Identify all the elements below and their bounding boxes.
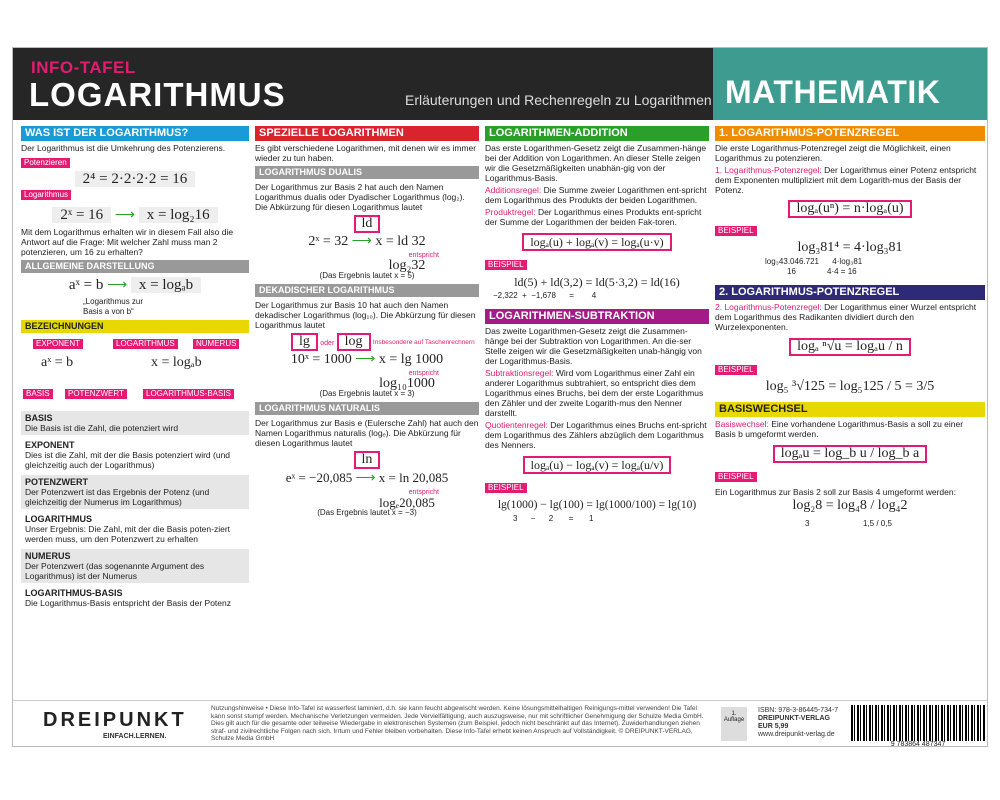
power1-intro: Die erste Logarithmus-Potenzregel zeigt die Möglichkeit, einen Logarithmus zu potenzieren.	[715, 143, 951, 163]
term-block: EXPONENT Dies ist die Zahl, mit der die Basis potenziert wird (und gleichzeitig auch der Logarithmus)	[21, 438, 249, 472]
price: EUR 5,99	[758, 723, 789, 730]
formula-nat-a: eˣ = −20,085	[285, 470, 353, 485]
website: www.dreipunkt-verlag.de	[758, 731, 835, 738]
term-block: LOGARITHMUS Unser Ergebnis: Die Zahl, mit der die Basis poten-ziert werden muss, um den Potenzwert zu erhalten	[21, 512, 249, 546]
basiswechsel-example-text: Ein Logarithmus zur Basis 2 soll zur Basis 4 umgeformt werden:	[715, 487, 956, 497]
formula-power1: logₐ(uⁿ) = n·logₐ(u)	[788, 200, 911, 218]
power1-text: Der Logarithmus einer Potenz entspricht dem Exponenten multipliziert mit dem Logarith-mus der Basis der Potenz.	[715, 165, 977, 195]
add-rule-text: Die Summe zweier Logarithmen ent-spricht dem Logarithmus des Produkts der beiden Logarithmen.	[485, 185, 707, 205]
formula-power: 2⁴ = 2·2·2·2 = 16	[75, 171, 196, 187]
label-prod-rule: Produktregel:	[485, 207, 536, 217]
example-power2: log₅ ³√125 = log₅125 / 5 = 3/5	[765, 379, 935, 394]
formula-log-a: 2ˣ = 16	[52, 207, 111, 223]
publisher-logo: DREIPUNKT	[43, 709, 187, 731]
info-sheet	[12, 47, 988, 747]
column-special-logs	[255, 126, 479, 698]
label-log-basis: LOGARITHMUS-BASIS	[143, 389, 234, 399]
tag-beispiel: BEISPIEL	[715, 226, 757, 236]
example-power1: log₃81⁴ = 4·log₃81	[797, 240, 903, 255]
column-basics	[21, 126, 249, 698]
abbr-ld: ld	[354, 215, 381, 233]
intro-text: Der Logarithmus ist die Umkehrung des Potenzierens.	[21, 143, 226, 153]
publisher-name: DREIPUNKT-VERLAG	[758, 715, 830, 722]
formula-log-b: x = log₂16	[139, 207, 218, 223]
isbn: ISBN: 978-3-86445-734-7	[758, 707, 839, 714]
arrow-icon: ⟶	[355, 471, 376, 486]
section-heading: 1. LOGARITHMUS-POTENZREGEL	[715, 126, 985, 141]
prod-rule-text: Der Logarithmus eines Produkts ent-spricht der Summe der Logarithmen der beiden Fak-toren.	[485, 207, 702, 227]
section-heading: LOGARITHMEN-ADDITION	[485, 126, 709, 141]
entspricht-label: entspricht	[408, 370, 439, 377]
subheading-terms: BEZEICHNUNGEN	[21, 320, 249, 333]
formula-dek-b: x = lg 1000	[378, 352, 444, 367]
example-power1-values1: log₃43.046.721 4·log₃81	[765, 257, 863, 266]
subheading-dualis: LOGARITHMUS DUALIS	[255, 166, 479, 179]
term-block: BASIS Die Basis ist die Zahl, die potenziert wird	[21, 411, 249, 435]
label-power2: 2. Logarithmus-Potenzregel:	[715, 302, 822, 312]
formula-subtraction: logₐ(u) − logₐ(v) = logₐ(u/v)	[523, 456, 672, 474]
column-power-rules	[715, 126, 985, 698]
term-block: POTENZWERT Der Potenzwert ist das Ergebnis der Potenz (und gleichzeitig der Numerus im Logarithmus)	[21, 475, 249, 509]
tag-beispiel: BEISPIEL	[715, 472, 757, 482]
dualis-text: Der Logarithmus zur Basis 2 hat auch den Namen Logarithmus dualis oder Dyadischer Logarithmus (log₂). Die Abkürzung für diesen Logarithmus lautet	[255, 182, 465, 212]
label-quo-rule: Quotientenregel:	[485, 420, 548, 430]
example-addition: ld(5) + ld(3,2) = ld(5·3,2) = ld(16)	[514, 275, 680, 289]
formula-terms-a: aˣ = b	[41, 355, 74, 370]
entspricht-label: entspricht	[408, 252, 439, 259]
subheading-general: ALLGEMEINE DARSTELLUNG	[21, 260, 249, 273]
header-bar	[13, 48, 713, 120]
label-numerus: NUMERUS	[193, 339, 239, 349]
explanation-text: Mit dem Logarithmus erhalten wir in diesem Fall also die Antwort auf die Frage: Mit welcher Zahl muss man 2 potenzieren, um 16 zu erhalten?	[21, 227, 234, 257]
formula-nat-b: x = ln 20,085	[378, 470, 449, 485]
arrow-icon: ⟶	[107, 278, 128, 293]
tag-beispiel: BEISPIEL	[715, 365, 757, 375]
barcode-icon	[851, 705, 985, 745]
formula-dualis-a: 2ˣ = 32	[308, 234, 349, 249]
section-heading: WAS IST DER LOGARITHMUS?	[21, 126, 249, 141]
label-basis: BASIS	[23, 389, 53, 399]
sub-rule-text: Wird vom Logarithmus einer Zahl ein anderer Logarithmus subtrahiert, so entspricht dies dem Logarithmus eines Bruchs, bei dem der erste Logarithmus den Zähler und der zweite Logarith-mus den Nenner darstellt.	[485, 368, 704, 418]
publisher-info	[758, 707, 838, 739]
label-sub-rule: Subtraktionsregel:	[485, 368, 554, 378]
term-block: LOGARITHMUS-BASIS Die Logarithmus-Basis entspricht der Basis der Potenz	[21, 586, 249, 610]
tag-beispiel: BEISPIEL	[485, 483, 527, 493]
abbr-ln: ln	[354, 451, 381, 469]
example-basiswechsel: log₂8 = log₄8 / log₄2	[792, 498, 908, 513]
formula-power2: logₐ ⁿ√u = logₐu / n	[789, 338, 911, 356]
header-kicker: INFO-TAFEL	[31, 58, 136, 77]
arrow-icon: ⟶	[355, 352, 376, 367]
tag-logarithmus: Logarithmus	[21, 190, 71, 200]
page-subtitle: Erläuterungen und Rechenregeln zu Logarithmen	[405, 92, 712, 108]
intro-text: Es gibt verschiedene Logarithmen, mit denen wir es immer wieder zu tun haben.	[255, 143, 477, 163]
example-basiswechsel-v2: 1,5 / 0,5	[863, 519, 892, 528]
label-add-rule: Additionsregel:	[485, 185, 542, 195]
formula-general-b: x = logₐb	[131, 277, 201, 293]
basiswechsel-text: Eine vorhandene Logarithmus-Basis a soll zu einer Basis b umgeformt werden.	[715, 419, 964, 439]
abbr-log: log	[337, 333, 371, 351]
add-intro: Das erste Logarithmen-Gesetz zeigt die Zusammen-hänge bei der Addition von Logarithmen. An dieser Stelle zeigen wir die Gesetzmäßigkeiten unabhän-gig von der Logarithmus-Basis.	[485, 143, 707, 183]
section-heading: SPEZIELLE LOGARITHMEN	[255, 126, 479, 141]
edition-badge: 1. Auflage	[721, 707, 747, 741]
tag-beispiel: BEISPIEL	[485, 260, 527, 270]
page-title: LOGARITHMUS	[29, 76, 286, 113]
formula-dualis-c: log₂32	[388, 258, 426, 273]
formula-dek-a: 10ˣ = 1000	[290, 352, 352, 367]
label-power1: 1. Logarithmus-Potenzregel:	[715, 165, 822, 175]
subheading-dekadisch: DEKADISCHER LOGARITHMUS	[255, 284, 479, 297]
oder-label: oder	[320, 340, 335, 347]
formula-nat-c: logₑ20,085	[379, 495, 435, 510]
formula-note: „Logarithmus zur Basis a von b“	[83, 297, 144, 316]
power2-text: Der Logarithmus einer Wurzel entspricht dem Logarithmus des Radikanten dividiert durch den Wurzelexponenten.	[715, 302, 977, 332]
subheading-naturalis: LOGARITHMUS NATURALIS	[255, 402, 479, 415]
barcode-number: 9 783864 487347	[851, 741, 985, 747]
example-subtraction: lg(1000) − lg(100) = lg(1000/100) = lg(10)	[497, 499, 697, 511]
formula-terms-b: x = logₐb	[151, 355, 202, 370]
tag-potenzieren: Potenzieren	[21, 158, 70, 168]
calculator-note: Insbesondere auf Taschenrechnern	[372, 339, 475, 347]
entspricht-label: entspricht	[408, 489, 439, 496]
term-block: NUMERUS Der Potenzwert (das sogenannte Argument des Logarithmus) ist der Numerus	[21, 549, 249, 583]
usage-note: Nutzungshinweise • Diese Info-Tafel ist wasserfest laminiert, d.h. sie kann feucht abgewischt werden. Keine lösungsmittelhaltigen Reinigungs-mittel verwenden! Die Tafel kann sonst stumpf werden. Mechanische Verletzungen vermeiden. Jede Vervielfältigung, auch auszugsweise, nur mit schriftlicher Genehmigung der Schulze Media GmbH. Dies gilt auch für die gesamte oder teilweise Wiedergabe in elektronischen Systemen (zum Beispiel, jedoch nicht beschränkt auf das Internet). Zuwiderhandlungen ziehen straf- und zivilrechtliche Folgen nach sich. Irrtum und Fehler bleiben vorbehalten. Diese Info-Tafel erhebt keinen Anspruch auf Vollständigkeit. © DREIPUNKT-VERLAG, Schulze Media GmbH	[211, 705, 704, 742]
publisher-slogan: EINFACH.LERNEN.	[103, 733, 167, 740]
sub-intro: Das zweite Logarithmen-Gesetz zeigt die Zusammen-hänge bei der Subtraktion von Logarithmen. An die-ser Stelle zeigen wir die Gesetzmäßigkeiten unab-hängig von der Logarithmus-Basis.	[485, 326, 702, 366]
result-text: (Das Ergebnis lautet x = 3)	[319, 389, 415, 398]
naturalis-text: Der Logarithmus zur Basis e (Eulersche Zahl) hat auch den Namen Logarithmus naturalis (logₑ). Die Abkürzung für diesen Logarithmus lautet	[255, 418, 479, 448]
example-addition-values: −2,322 + −1,678 = 4	[493, 291, 597, 300]
result-text: (Das Ergebnis lautet x = −3)	[317, 508, 417, 517]
formula-general-a: aˣ = b	[68, 277, 104, 293]
footer	[13, 700, 988, 747]
example-subtraction-values: 3 − 2 = 1	[513, 514, 594, 523]
subject-banner	[713, 48, 988, 120]
example-power1-values2: 16 4·4 = 16	[787, 267, 857, 276]
section-heading: 2. LOGARITHMUS-POTENZREGEL	[715, 285, 985, 300]
arrow-icon: ⟶	[114, 208, 135, 223]
example-basiswechsel-v1: 3	[805, 519, 810, 528]
section-heading: BASISWECHSEL	[715, 402, 985, 417]
arrow-icon: ⟶	[351, 234, 372, 249]
dekadisch-text: Der Logarithmus zur Basis 10 hat auch den Namen dekadischer Logarithmus (log₁₀). Die Abkürzung für diesen Logarithmus lautet	[255, 300, 476, 330]
result-text: (Das Ergebnis lautet x = 5)	[319, 271, 415, 280]
formula-addition: logₐ(u) + logₐ(v) = logₐ(u·v)	[522, 233, 671, 251]
terms-diagram	[21, 336, 249, 408]
column-add-sub	[485, 126, 709, 698]
subject-title: MATHEMATIK	[725, 74, 941, 110]
label-basiswechsel: Basiswechsel:	[715, 419, 769, 429]
label-potenzwert: POTENZWERT	[65, 389, 127, 399]
formula-basiswechsel: logₐu = log_b u / log_b a	[773, 445, 928, 463]
section-heading: LOGARITHMEN-SUBTRAKTION	[485, 309, 709, 324]
quo-rule-text: Der Logarithmus eines Bruchs ent-spricht dem Logarithmus des Zählers abzüglich dem Logarithmus des Nenners.	[485, 420, 707, 450]
abbr-lg: lg	[291, 333, 318, 351]
formula-dek-c: log₁₀1000	[379, 376, 435, 391]
label-logarithmus: LOGARITHMUS	[113, 339, 178, 349]
label-exponent: EXPONENT	[33, 339, 83, 349]
formula-dualis-b: x = ld 32	[375, 234, 426, 249]
